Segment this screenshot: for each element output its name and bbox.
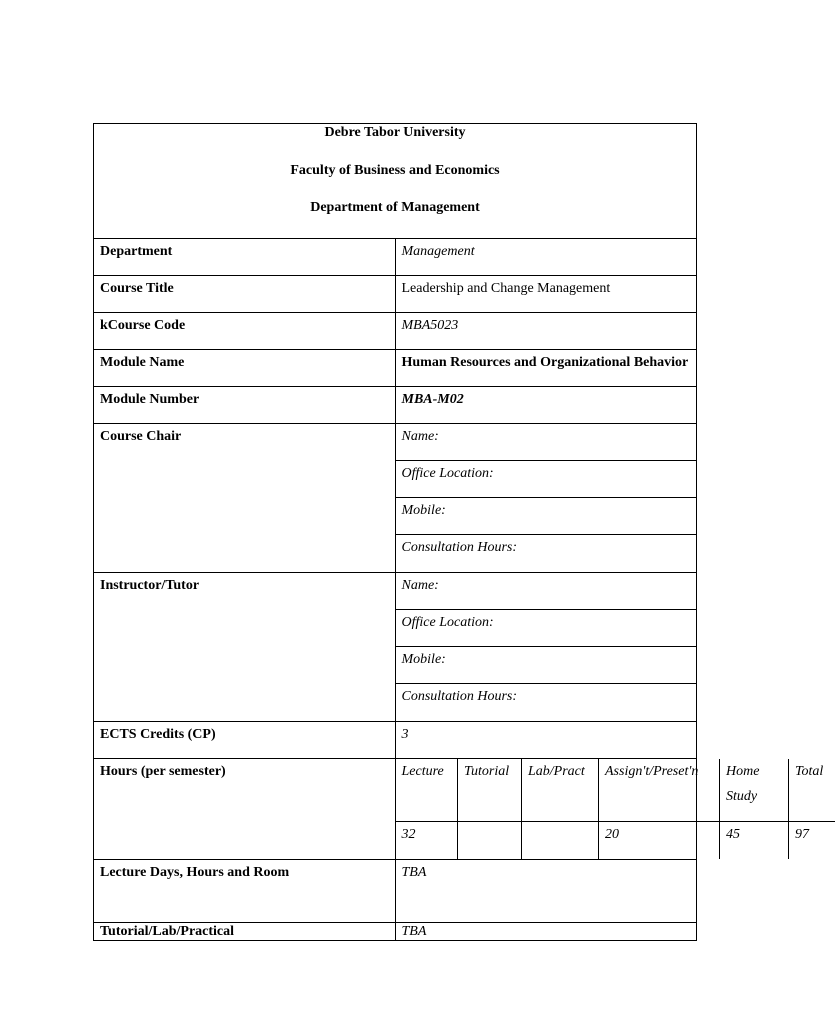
row-lecture-days — [94, 859, 697, 922]
hours-label: Hours (per semester) — [94, 758, 396, 859]
hours-value-home-study: 45 — [720, 822, 789, 859]
course-title-label: Course Title — [94, 275, 396, 312]
instructor-office-field: Office Location: — [396, 610, 697, 647]
module-name-value: Human Resources and Organizational Behavior — [395, 349, 697, 386]
hours-header-lecture: Lecture — [396, 759, 458, 822]
course-info-document — [93, 123, 824, 941]
course-code-label: kCourse Code — [94, 312, 396, 349]
row-tutorial — [94, 922, 697, 940]
row-course-code — [94, 312, 697, 349]
row-module-number — [94, 386, 697, 423]
row-ects — [94, 721, 697, 758]
hours-value-total: 97 — [795, 827, 809, 842]
hours-value-assignment: 20 — [599, 822, 720, 859]
chair-consultation-field: Consultation Hours: — [401, 540, 518, 555]
instructor-label: Instructor/Tutor — [94, 572, 396, 721]
row-course-title — [94, 275, 697, 312]
hours-value-lab — [522, 822, 599, 859]
lecture-days-value: TBA — [395, 859, 697, 922]
hours-header-total: Total — [789, 759, 835, 822]
lecture-days-label: Lecture Days, Hours and Room — [94, 859, 396, 922]
hours-header-home-study: Home Study — [720, 759, 789, 822]
instructor-name-field: Name: — [396, 573, 697, 610]
instructor-consultation-field: Consultation Hours: — [401, 689, 518, 704]
instructor-fields — [396, 573, 697, 721]
document-header — [94, 124, 697, 239]
row-course-chair — [94, 423, 697, 572]
hours-breakdown-table — [396, 759, 835, 859]
module-name-label: Module Name — [94, 349, 396, 386]
row-department — [94, 238, 697, 275]
chair-mobile-field: Mobile: — [396, 498, 697, 535]
hours-value-lecture: 32 — [396, 822, 458, 859]
tutorial-value: TBA — [395, 922, 697, 940]
department-label: Department — [94, 238, 396, 275]
ects-label: ECTS Credits (CP) — [94, 721, 396, 758]
hours-header-tutorial: Tutorial — [458, 759, 522, 822]
department-value: Management — [395, 238, 697, 275]
hours-value-tutorial — [458, 822, 522, 859]
ects-value: 3 — [395, 721, 697, 758]
department-heading: Department of Management — [310, 200, 480, 215]
course-chair-label: Course Chair — [94, 423, 396, 572]
course-chair-fields — [396, 424, 697, 572]
row-instructor — [94, 572, 697, 721]
hours-header-lab: Lab/Pract — [522, 759, 599, 822]
course-code-value: MBA5023 — [395, 312, 697, 349]
row-module-name — [94, 349, 697, 386]
module-number-value: MBA-M02 — [395, 386, 697, 423]
tutorial-label: Tutorial/Lab/Practical — [94, 922, 396, 940]
row-hours — [94, 758, 697, 859]
module-number-label: Module Number — [94, 386, 396, 423]
course-title-value: Leadership and Change Management — [395, 275, 697, 312]
course-info-table — [93, 123, 824, 941]
chair-name-field: Name: — [396, 424, 697, 461]
instructor-mobile-field: Mobile: — [396, 647, 697, 684]
chair-office-field: Office Location: — [396, 461, 697, 498]
hours-header-assignment: Assign't/Preset'n — [599, 759, 720, 822]
university-name: Debre Tabor University — [324, 125, 466, 140]
faculty-name: Faculty of Business and Economics — [290, 162, 500, 178]
